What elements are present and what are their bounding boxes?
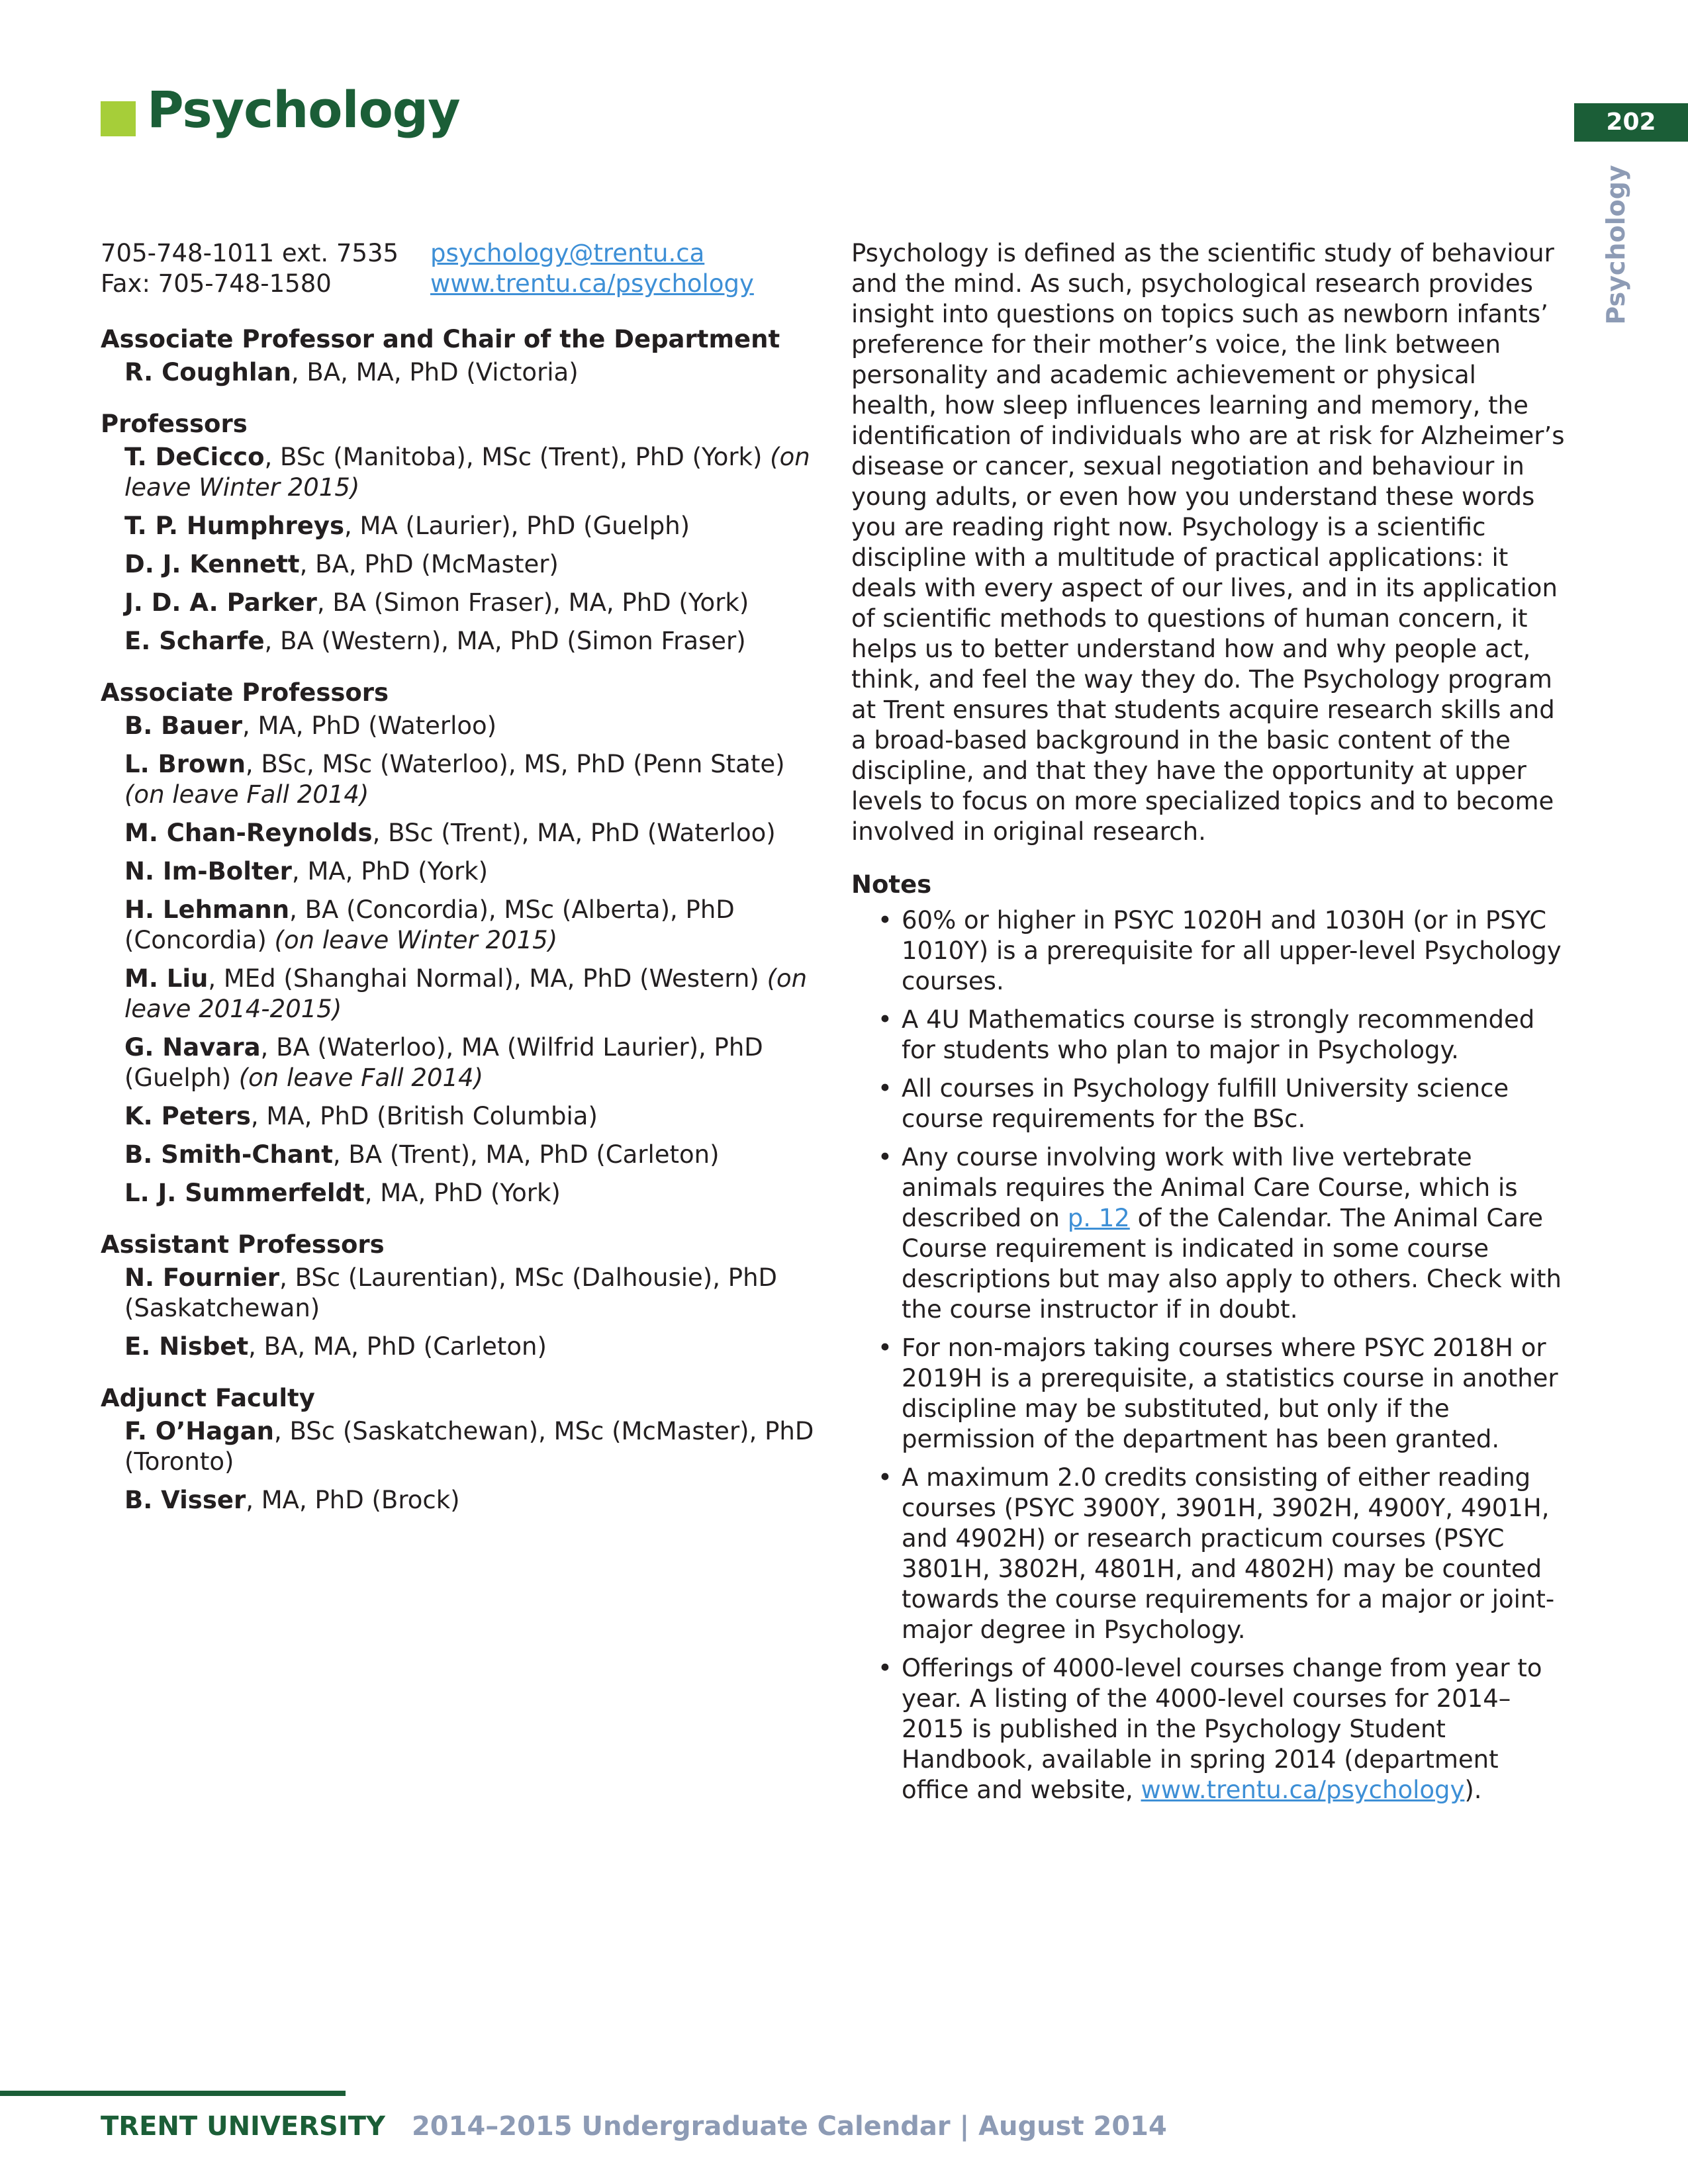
page-number: 202	[1574, 103, 1688, 142]
faculty-entry	[101, 588, 816, 618]
faculty-entry	[101, 1101, 816, 1132]
faculty-entry	[101, 442, 816, 503]
faculty-name: M. Liu	[124, 964, 209, 993]
faculty-credentials: , MA, PhD (York)	[291, 857, 489, 886]
faculty-entry	[101, 856, 816, 887]
faculty-name: B. Bauer	[124, 711, 242, 740]
faculty-name: E. Nisbet	[124, 1332, 249, 1361]
faculty-credentials: , BA, MA, PhD (Victoria)	[291, 358, 579, 387]
faculty-entry	[101, 749, 816, 810]
leave-note: (on leave 2014-2015)	[124, 964, 808, 1023]
note-text: ).	[1464, 1776, 1482, 1804]
faculty-entry	[101, 895, 816, 956]
faculty-credentials: , BA (Western), MA, PhD (Simon Fraser)	[264, 627, 746, 655]
faculty-credentials: , MA, PhD (Waterloo)	[242, 711, 497, 740]
bullet-icon: •	[878, 1143, 892, 1171]
footer-bar	[0, 2091, 346, 2096]
side-section-tab	[1593, 165, 1639, 325]
chair-heading: Associate Professor and Chair of the Department	[101, 325, 780, 353]
note-text: For non-majors taking courses where PSYC 2018H or 2019H is a prerequisite, a statistics course in another discipline may be substituted, but only if the permission of the department has been granted.	[902, 1334, 1558, 1453]
note-text: All courses in Psychology fulfill University science course requirements for the BSc.	[902, 1074, 1509, 1133]
footer-university: TRENT UNIVERSITY	[101, 2111, 385, 2142]
faculty-entry	[101, 1032, 816, 1093]
leave-note: (on leave Winter 2015)	[124, 443, 810, 502]
website-link[interactable]: www.trentu.ca/psychology	[430, 269, 754, 298]
faculty-column	[101, 238, 816, 1524]
faculty-credentials: , BSc (Laurentian), MSc (Dalhousie), PhD (Saskatchewan)	[124, 1263, 778, 1322]
note-item	[851, 1142, 1566, 1325]
faculty-credentials: , BA (Waterloo), MA (Wilfrid Laurier), PhD (Guelph)	[124, 1033, 763, 1092]
description-column	[851, 238, 1566, 1813]
faculty-credentials: , BA (Simon Fraser), MA, PhD (York)	[316, 588, 749, 617]
faculty-name: B. Visser	[124, 1486, 246, 1514]
faculty-entry	[101, 1263, 816, 1324]
faculty-credentials: , BA, MA, PhD (Carleton)	[248, 1332, 547, 1361]
intro-paragraph: Psychology is defined as the scientific study of behaviour and the mind. As such, psychological research provides insight into questions on topics such as newborn infants’ preference for their mother’s voice, the link between personality and academic achievement or physical health, how sleep influences learning and memory, the identification of individuals who are at risk for Alzheimer’s disease or cancer, sexual negotiation and behaviour in young adults, or even how you understand these words you are reading right now. Psychology is a scientific discipline with a multitude of practical applications: it deals with every aspect of our lives, and in its application of scientific methods to questions of human concern, it helps us to better understand how and why people act, think, and feel the way they do. The Psychology program at Trent ensures that students acquire research skills and a broad-based background in the basic content of the discipline, and that they have the opportunity at upper levels to focus on more specialized topics and to become involved in original research.	[851, 239, 1565, 846]
footer-calendar: 2014–2015 Undergraduate Calendar | August 2014	[411, 2111, 1167, 2142]
professors-heading: Professors	[101, 410, 248, 438]
footer	[101, 2111, 1167, 2142]
note-item	[851, 1653, 1566, 1805]
note-item	[851, 1073, 1566, 1134]
faculty-entry	[101, 1178, 816, 1208]
note-text: Offerings of 4000-level courses change from year to year. A listing of the 4000-level courses for 2014–2015 is published in the Psychology Student Handbook, available in spring 2014 (department office and website,	[902, 1654, 1542, 1804]
faculty-entry	[101, 1416, 816, 1477]
faculty-name: E. Scharfe	[124, 627, 265, 655]
faculty-credentials: , BA (Concordia), MSc (Alberta), PhD (Concordia)	[124, 895, 735, 954]
faculty-name: M. Chan-Reynolds	[124, 819, 373, 847]
assistant-professors-heading: Assistant Professors	[101, 1230, 385, 1259]
faculty-entry	[101, 626, 816, 657]
faculty-name: H. Lehmann	[124, 895, 290, 924]
faculty-name: T. DeCicco	[124, 443, 265, 471]
fax-number: Fax: 705-748-1580	[101, 269, 332, 298]
bullet-icon: •	[878, 1654, 892, 1682]
faculty-name: K. Peters	[124, 1102, 251, 1130]
bullet-icon: •	[878, 1074, 892, 1103]
faculty-credentials: , BA (Trent), MA, PhD (Carleton)	[332, 1140, 720, 1169]
leave-note: (on leave Winter 2015)	[274, 926, 558, 954]
faculty-entry	[101, 1140, 816, 1170]
faculty-credentials: , BSc, MSc (Waterloo), MS, PhD (Penn State)	[245, 750, 785, 778]
adjunct-faculty-heading: Adjunct Faculty	[101, 1384, 315, 1412]
contact-row-fax	[101, 269, 816, 299]
side-section-label: Psychology	[1601, 165, 1630, 325]
associate-professors-heading: Associate Professors	[101, 678, 389, 707]
faculty-credentials: , BA, PhD (McMaster)	[299, 550, 559, 578]
bullet-icon: •	[878, 1334, 892, 1362]
bullet-icon: •	[878, 906, 892, 934]
note-item	[851, 1005, 1566, 1066]
note-item	[851, 1333, 1566, 1455]
email-link[interactable]: psychology@trentu.ca	[430, 239, 705, 267]
faculty-entry	[101, 357, 816, 388]
faculty-name: B. Smith-Chant	[124, 1140, 333, 1169]
faculty-name: L. J. Summerfeldt	[124, 1179, 365, 1207]
note-text: Any course involving work with live vertebrate animals requires the Animal Care Course, which is described on	[902, 1143, 1518, 1232]
faculty-name: R. Coughlan	[124, 358, 291, 387]
faculty-name: G. Navara	[124, 1033, 261, 1062]
faculty-entry	[101, 818, 816, 848]
faculty-credentials: , BSc (Trent), MA, PhD (Waterloo)	[372, 819, 776, 847]
faculty-credentials: , MA, PhD (British Columbia)	[250, 1102, 598, 1130]
faculty-name: L. Brown	[124, 750, 246, 778]
faculty-credentials: , MA, PhD (York)	[364, 1179, 561, 1207]
title-square-icon	[101, 101, 136, 136]
faculty-name: F. O’Hagan	[124, 1417, 275, 1445]
faculty-entry	[101, 1485, 816, 1516]
page-reference-link[interactable]: p. 12	[1067, 1204, 1130, 1232]
faculty-credentials: , MA (Laurier), PhD (Guelph)	[344, 512, 690, 540]
leave-note: (on leave Fall 2014)	[238, 1064, 484, 1092]
note-item	[851, 905, 1566, 997]
faculty-name: N. Im-Bolter	[124, 857, 292, 886]
faculty-credentials: , MEd (Shanghai Normal), MA, PhD (Western)	[208, 964, 767, 993]
phone-number: 705-748-1011 ext. 7535	[101, 239, 399, 267]
faculty-entry	[101, 964, 816, 1024]
faculty-name: D. J. Kennett	[124, 550, 300, 578]
contact-row-phone	[101, 238, 816, 269]
faculty-name: N. Fournier	[124, 1263, 280, 1292]
bullet-icon: •	[878, 1005, 892, 1034]
faculty-entry	[101, 511, 816, 541]
note-text: of the Calendar. The Animal Care Course requirement is indicated in some course descriptions but may also apply to others. Check with the course instructor if in doubt.	[902, 1204, 1562, 1324]
notes-list	[851, 905, 1566, 1805]
note-item	[851, 1463, 1566, 1645]
faculty-credentials: , BSc (Saskatchewan), MSc (McMaster), PhD (Toronto)	[124, 1417, 814, 1476]
faculty-entry	[101, 711, 816, 741]
handbook-website-link[interactable]: www.trentu.ca/psychology	[1141, 1776, 1465, 1804]
leave-note: (on leave Fall 2014)	[124, 780, 369, 809]
faculty-name: J. D. A. Parker	[124, 588, 317, 617]
page-title: Psychology	[147, 80, 460, 139]
note-text: A 4U Mathematics course is strongly recommended for students who plan to major in Psychology.	[902, 1005, 1535, 1064]
faculty-credentials: , MA, PhD (Brock)	[246, 1486, 460, 1514]
bullet-icon: •	[878, 1463, 892, 1492]
note-text: 60% or higher in PSYC 1020H and 1030H (or in PSYC 1010Y) is a prerequisite for all upper-level Psychology courses.	[902, 906, 1562, 995]
notes-heading: Notes	[851, 870, 932, 899]
faculty-credentials: , BSc (Manitoba), MSc (Trent), PhD (York)	[264, 443, 771, 471]
faculty-entry	[101, 1332, 816, 1362]
note-text: A maximum 2.0 credits consisting of either reading courses (PSYC 3900Y, 3901H, 3902H, 4900Y, 4901H, and 4902H) or research practicum courses (PSYC 3801H, 3802H, 4801H, and 4802H) may be counted towards the course requirements for a major or joint-major degree in Psychology.	[902, 1463, 1555, 1644]
faculty-name: T. P. Humphreys	[124, 512, 344, 540]
faculty-entry	[101, 549, 816, 580]
